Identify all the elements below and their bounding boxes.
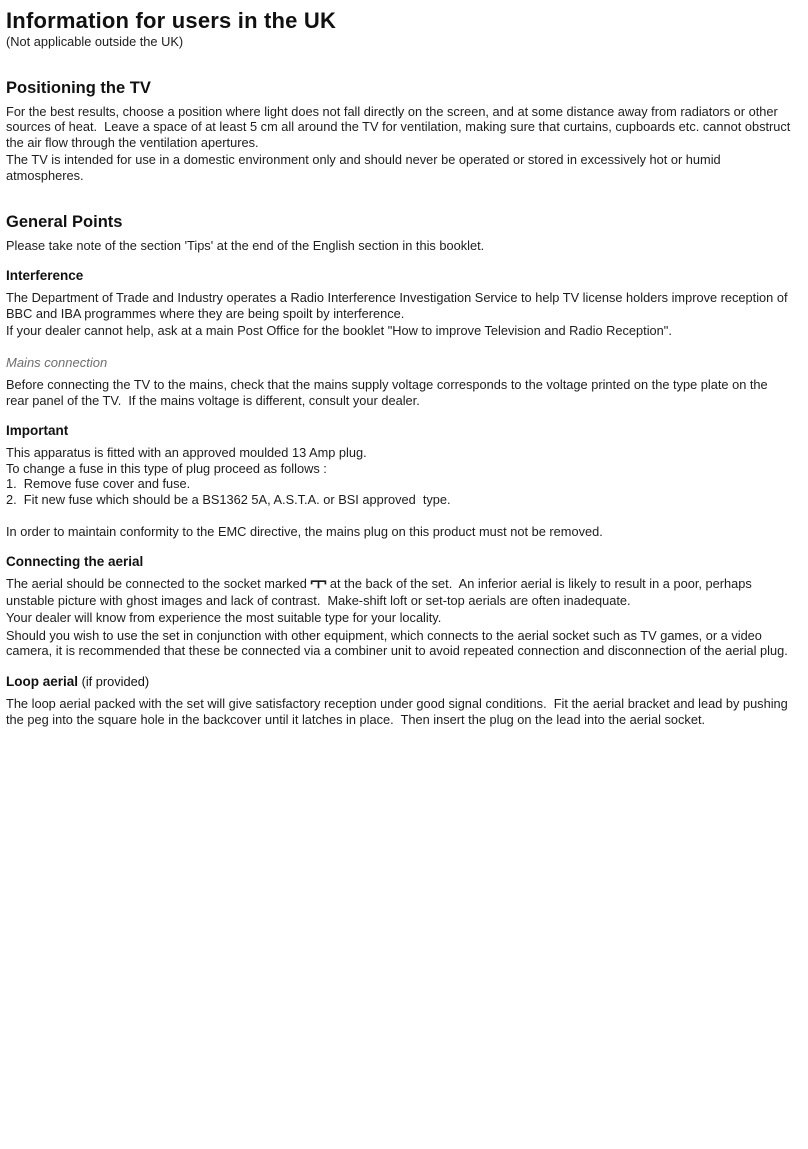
interference-paragraph-2: If your dealer cannot help, ask at a main Post Office for the booklet "How to improve Television and Radio Reception". <box>6 323 672 339</box>
positioning-paragraph-2: The TV is intended for use in a domestic environment only and should never be operated or stored in excessively hot or humid atmospheres. <box>6 152 725 183</box>
sub-heading-loop-aerial <box>6 674 792 690</box>
aerial-paragraph-1-before: The aerial should be connected to the socket marked <box>6 576 307 592</box>
page-title: Information for users in the UK <box>6 8 337 33</box>
sub-heading-mains-connection: Mains connection <box>6 354 108 370</box>
loop-aerial-paragraph: The loop aerial packed with the set will give satisfactory reception under good signal conditions. Fit the aerial bracket and lead by pushing the peg into the square hole in the backcover until it latches in place. Then insert the plug on the lead into the aerial socket. <box>6 696 792 727</box>
interference-paragraph-1: The Department of Trade and Industry operates a Radio Interference Investigation Service to help TV license holders improve reception of BBC and IBA programmes where they are being spoilt by interference. <box>6 290 792 321</box>
aerial-paragraph-3: Should you wish to use the set in conjunction with other equipment, which connects to the aerial socket such as TV games, or a video camera, it is recommended that these be connected via a combiner unit to avoid repeated connection and disconnection of the aerial plug. <box>6 627 788 659</box>
aerial-socket-icon <box>310 577 327 593</box>
important-line-1: This apparatus is fitted with an approved moulded 13 Amp plug. <box>6 445 367 461</box>
page-subtitle: (Not applicable outside the UK) <box>6 34 184 49</box>
section-heading-positioning-the-tv: Positioning the TV <box>6 78 151 97</box>
loop-aerial-heading-bold: Loop aerial <box>6 674 79 690</box>
section-heading-general-points: General Points <box>6 212 123 231</box>
loop-aerial-heading-qualifier: (if provided) <box>78 674 150 690</box>
emc-directive-paragraph: In order to maintain conformity to the EMC directive, the mains plug on this product must not be removed. <box>6 523 603 539</box>
fuse-step-2: 2. Fit new fuse which should be a BS1362 5A, A.S.T.A. or BSI approved type. <box>6 491 451 507</box>
important-line-2: To change a fuse in this type of plug proceed as follows : <box>6 460 327 476</box>
general-points-intro: Please take note of the section 'Tips' at the end of the English section in this booklet. <box>6 237 485 253</box>
sub-heading-interference: Interference <box>6 268 84 284</box>
sub-heading-connecting-the-aerial: Connecting the aerial <box>6 554 144 570</box>
sub-heading-important: Important <box>6 423 69 439</box>
fuse-step-1: 1. Remove fuse cover and fuse. <box>6 476 191 492</box>
aerial-paragraph-1-after: at the back of the set. An inferior aerial is likely to result in a poor, perhaps unstable picture with ghost images and lack of contrast. Make-shift loft or set-top aerials are often inadequate. <box>6 576 756 608</box>
positioning-paragraph-1: For the best results, choose a position where light does not fall directly on the screen, and at some distance away from radiators or other sources of heat. Leave a space of at least 5 cm all around the TV for ventilation, making sure that curtains, cupboards etc. cannot obstruct the air flow through the ventilation apertures. <box>6 103 794 150</box>
aerial-paragraph-1 <box>6 576 792 608</box>
aerial-paragraph-2: Your dealer will know from experience the most suitable type for your locality. <box>6 610 442 626</box>
mains-connection-paragraph: Before connecting the TV to the mains, check that the mains supply voltage corresponds to the voltage printed on the type plate on the rear panel of the TV. If the mains voltage is different, consult your dealer. <box>6 376 772 408</box>
